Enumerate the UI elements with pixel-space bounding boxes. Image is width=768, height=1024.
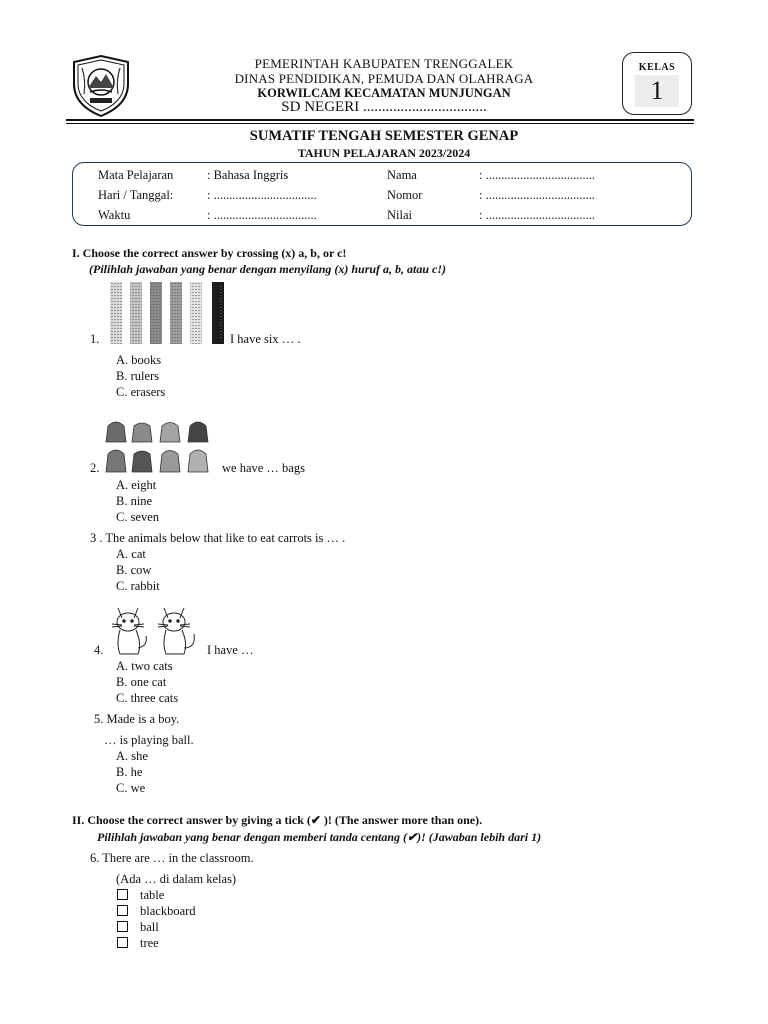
q6-option-ball[interactable]: ball	[117, 920, 159, 935]
score-label: Nilai	[387, 208, 412, 222]
q2-option-c[interactable]: C. seven	[116, 510, 160, 524]
q2-option-a[interactable]: A. eight	[116, 478, 157, 492]
cats-image	[108, 604, 200, 656]
q2-question: we have … bags	[222, 461, 305, 475]
score-field[interactable]: : ...................................	[479, 208, 595, 222]
class-badge-label: KELAS	[638, 62, 676, 73]
q3-option-b[interactable]: B. cow	[116, 563, 152, 577]
q6-question: 6. There are … in the classroom.	[90, 851, 254, 865]
name-label: Nama	[387, 168, 417, 182]
exam-title: SUMATIF TENGAH SEMESTER GENAP	[249, 128, 519, 144]
q2-number: 2.	[90, 461, 100, 475]
q4-question: I have …	[207, 643, 254, 657]
q5-option-b[interactable]: B. he	[116, 765, 143, 779]
q4-option-a[interactable]: A. two cats	[116, 659, 173, 673]
q3-option-a[interactable]: A. cat	[116, 547, 146, 561]
q4-option-c[interactable]: C. three cats	[116, 691, 179, 705]
date-label: Hari / Tanggal:	[98, 188, 174, 202]
q4-option-b[interactable]: B. one cat	[116, 675, 167, 689]
q4-number: 4.	[94, 643, 104, 657]
section-1-title: I. Choose the correct answer by crossing (x) a, b, or c!	[72, 246, 347, 260]
q2-option-b[interactable]: B. nine	[116, 494, 153, 508]
class-badge-number: 1	[635, 75, 679, 107]
q1-option-b[interactable]: B. rulers	[116, 369, 160, 383]
q1-question: I have six … .	[230, 332, 301, 346]
subject-value: : Bahasa Inggris	[207, 168, 289, 182]
bags-image	[104, 418, 216, 474]
name-field[interactable]: : ...................................	[479, 168, 595, 182]
q6-option-blackboard[interactable]: blackboard	[117, 904, 196, 919]
number-field[interactable]: : ...................................	[479, 188, 595, 202]
header-district: KORWILCAM KECAMATAN MUNJUNGAN	[257, 86, 511, 100]
section-2-title: II. Choose the correct answer by giving a tick (✔ )! (The answer more than one).	[72, 813, 483, 827]
q5-option-c[interactable]: C. we	[116, 781, 146, 795]
q6-option-tree[interactable]: tree	[117, 936, 159, 951]
q5-question: … is playing ball.	[104, 733, 194, 747]
student-info-box	[72, 162, 692, 226]
header-government: PEMERINTAH KABUPATEN TRENGGALEK	[254, 56, 514, 71]
class-badge	[622, 52, 692, 115]
q6-option-table[interactable]: table	[117, 888, 164, 903]
header-department: DINAS PENDIDIKAN, PEMUDA DAN OLAHRAGA	[234, 71, 534, 86]
date-field[interactable]: : .................................	[207, 188, 317, 202]
header-divider-thin	[66, 123, 694, 124]
section-1-subtitle: (Pilihlah jawaban yang benar dengan menyilang (x) huruf a, b, atau c!)	[89, 262, 447, 276]
q3-question: 3 . The animals below that like to eat carrots is … .	[90, 531, 346, 545]
header-school: SD NEGERI .................................	[281, 99, 487, 115]
q3-option-c[interactable]: C. rabbit	[116, 579, 160, 593]
time-label: Waktu	[98, 208, 131, 222]
rulers-image	[108, 282, 228, 344]
q1-number: 1.	[90, 332, 100, 346]
checkbox-icon[interactable]	[117, 889, 128, 900]
checkbox-icon[interactable]	[117, 937, 128, 948]
time-field[interactable]: : .................................	[207, 208, 317, 222]
checkbox-icon[interactable]	[117, 905, 128, 916]
subject-label: Mata Pelajaran	[98, 168, 174, 182]
exam-year: TAHUN PELAJARAN 2023/2024	[297, 146, 471, 160]
number-label: Nomor	[387, 188, 423, 202]
checkbox-icon[interactable]	[117, 921, 128, 932]
section-2-subtitle: Pilihlah jawaban yang benar dengan memberi tanda centang (✔)! (Jawaban lebih dari 1)	[97, 830, 542, 844]
q5-option-a[interactable]: A. she	[116, 749, 148, 763]
q5-statement: 5. Made is a boy.	[94, 712, 180, 726]
q1-option-a[interactable]: A. books	[116, 353, 162, 367]
header-divider	[66, 119, 694, 121]
q1-option-c[interactable]: C. erasers	[116, 385, 166, 399]
q6-hint: (Ada … di dalam kelas)	[116, 872, 237, 886]
